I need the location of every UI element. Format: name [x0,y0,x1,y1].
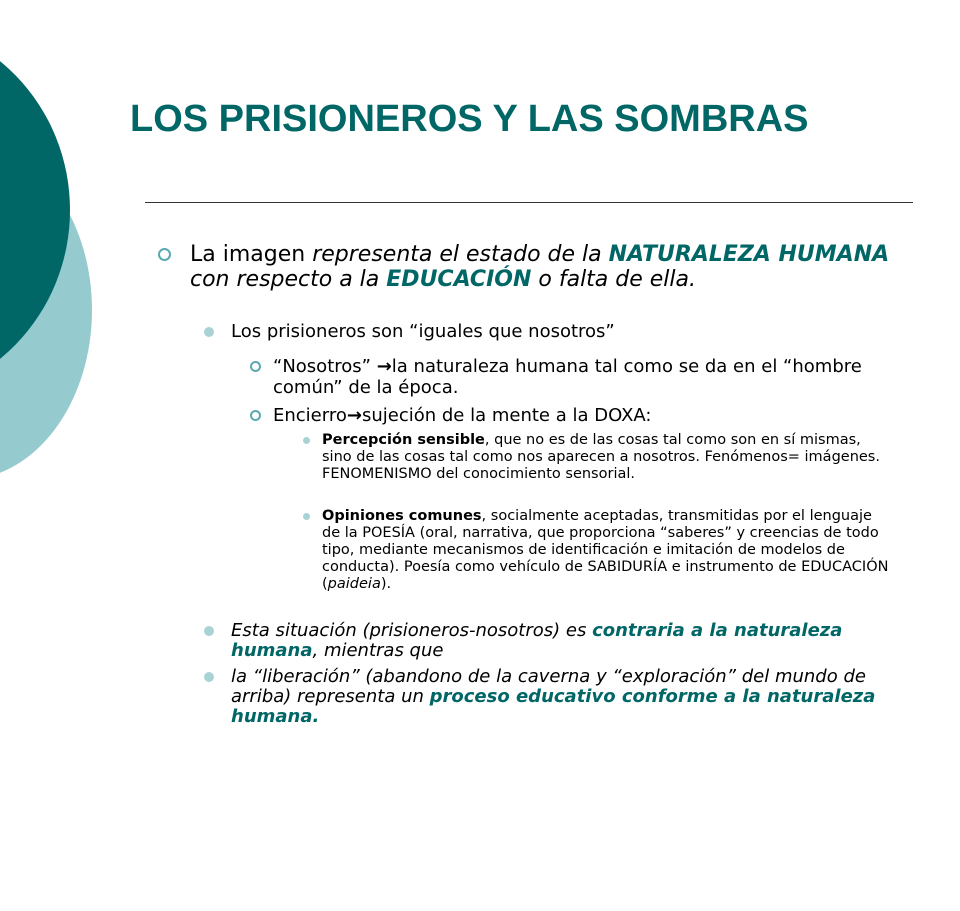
dot-bullet-icon [303,513,310,520]
bullet-encierro: Encierro→sujeción de la mente a la DOXA: [273,405,893,426]
bullet-naturaleza-humana: La imagen representa el estado de la NATURALEZA HUMANA con respecto a la EDUCACIÓN o falta de ella. [190,242,905,292]
bullet-prisioneros: Los prisioneros son “iguales que nosotros” [231,322,891,342]
ring-bullet-icon [158,248,171,261]
ring-bullet-icon [250,361,261,372]
dot-bullet-icon [204,672,214,682]
bullet-opiniones-comunes: Opiniones comunes, socialmente aceptadas, transmitidas por el lenguaje de la POESÍA (oral, narrativa, que proporciona “saberes” y creencias de todo tipo, mediante mecanismos de identificación e imitación de modelos de conducta). Poesía como vehículo de SABIDURÍA e instrumento de EDUCACIÓN (paideia). [322,508,892,593]
bullet-liberacion: la “liberación” (abandono de la caverna y “exploración” del mundo de arriba) representa un proceso educativo conforme a la naturaleza humana. [231,667,891,727]
slide-title: LOS PRISIONEROS Y LAS SOMBRAS [130,98,809,140]
dot-bullet-icon [303,437,310,444]
title-divider [145,202,913,203]
dot-bullet-icon [204,626,214,636]
bullet-situacion: Esta situación (prisioneros-nosotros) es contraria a la naturaleza humana, mientras que [231,621,891,661]
bullet-percepcion-sensible: Percepción sensible, que no es de las cosas tal como son en sí mismas, sino de las cosas tal como nos aparecen a nosotros. Fenómenos= imágenes. FENOMENISMO del conocimiento sensorial. [322,432,892,483]
arrow-right-icon: → [346,405,362,426]
dot-bullet-icon [204,327,214,337]
ring-bullet-icon [250,410,261,421]
bullet-nosotros: “Nosotros” →la naturaleza humana tal como se da en el “hombre común” de la época. [273,356,893,398]
arrow-right-icon: → [376,356,392,377]
